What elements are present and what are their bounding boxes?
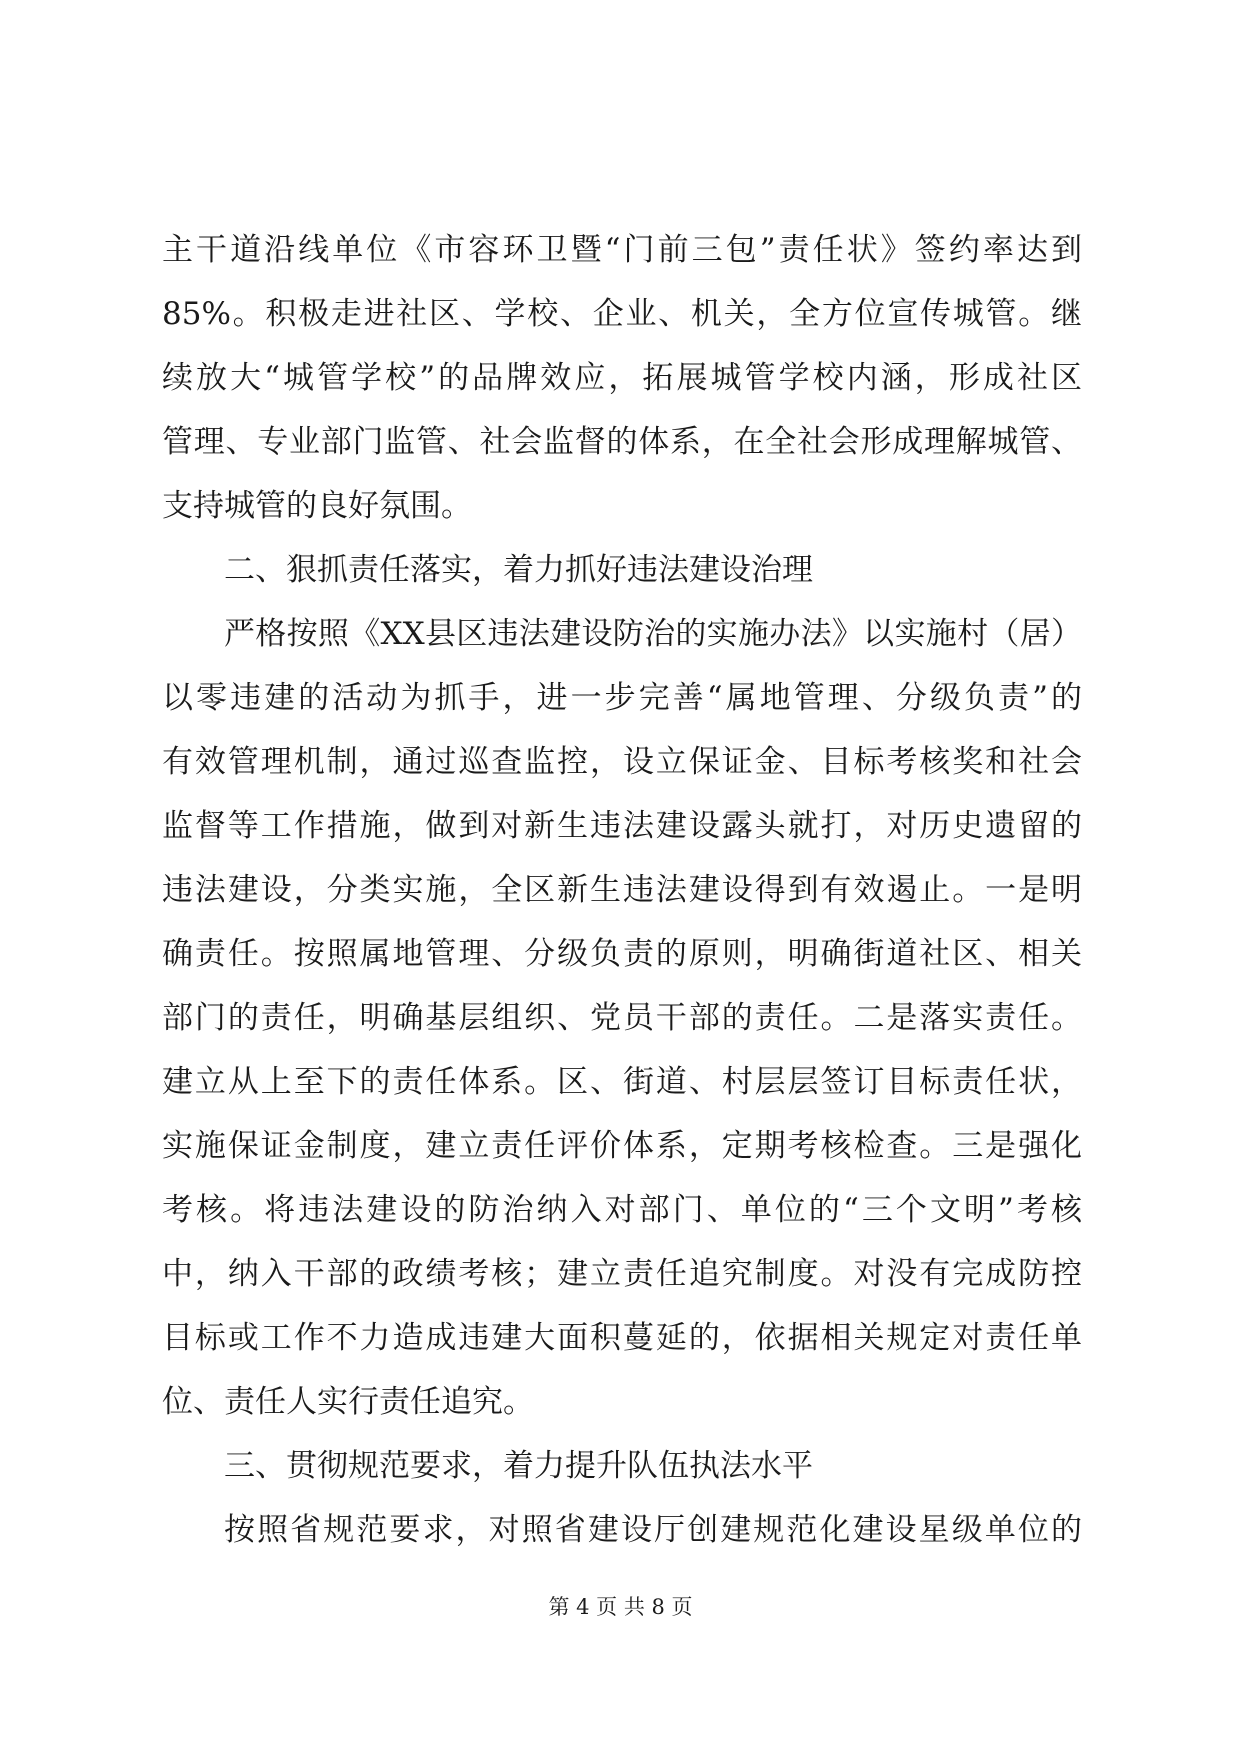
document-body [162, 218, 1082, 1562]
paragraph-line: 确责任。按照属地管理、分级负责的原则，明确街道社区、相关 [162, 936, 1082, 972]
paragraph-line: 管理、专业部门监管、社会监督的体系，在全社会形成理解城管、 [162, 424, 1082, 460]
paragraph-line: 建立从上至下的责任体系。区、街道、村层层签订目标责任状， [162, 1064, 1082, 1100]
paragraph-line: 目标或工作不力造成违建大面积蔓延的，依据相关规定对责任单 [162, 1320, 1082, 1356]
paragraph-line: 85%。积极走进社区、学校、企业、机关，全方位宣传城管。继 [162, 296, 1082, 332]
paragraph-line: 续放大“城管学校”的品牌效应，拓展城管学校内涵，形成社区 [162, 360, 1082, 396]
paragraph-line: 实施保证金制度，建立责任评价体系，定期考核检查。三是强化 [162, 1128, 1082, 1164]
paragraph-line: 违法建设，分类实施，全区新生违法建设得到有效遏止。一是明 [162, 872, 1082, 908]
section-heading-2: 二、狠抓责任落实，着力抓好违法建设治理 [224, 552, 813, 588]
paragraph-line: 严格按照《XX县区违法建设防治的实施办法》以实施村（居） [224, 616, 1082, 652]
paragraph-line: 以零违建的活动为抓手，进一步完善“属地管理、分级负责”的 [162, 680, 1082, 716]
paragraph-line: 部门的责任，明确基层组织、党员干部的责任。二是落实责任。 [162, 1000, 1082, 1036]
paragraph-line: 监督等工作措施，做到对新生违法建设露头就打，对历史遗留的 [162, 808, 1082, 844]
paragraph-line: 支持城管的良好氛围。 [162, 488, 472, 524]
paragraph-line: 按照省规范要求，对照省建设厅创建规范化建设星级单位的 [224, 1512, 1082, 1548]
page-number-footer: 第 4 页 共 8 页 [548, 1595, 693, 1619]
paragraph-line: 中，纳入干部的政绩考核；建立责任追究制度。对没有完成防控 [162, 1256, 1082, 1292]
paragraph-line: 考核。将违法建设的防治纳入对部门、单位的“三个文明”考核 [162, 1192, 1082, 1228]
paragraph-line: 位、责任人实行责任追究。 [162, 1384, 534, 1420]
paragraph-line: 有效管理机制，通过巡查监控，设立保证金、目标考核奖和社会 [162, 744, 1082, 780]
section-heading-3: 三、贯彻规范要求，着力提升队伍执法水平 [224, 1448, 813, 1484]
paragraph-line: 主干道沿线单位《市容环卫暨“门前三包”责任状》签约率达到 [162, 232, 1082, 268]
